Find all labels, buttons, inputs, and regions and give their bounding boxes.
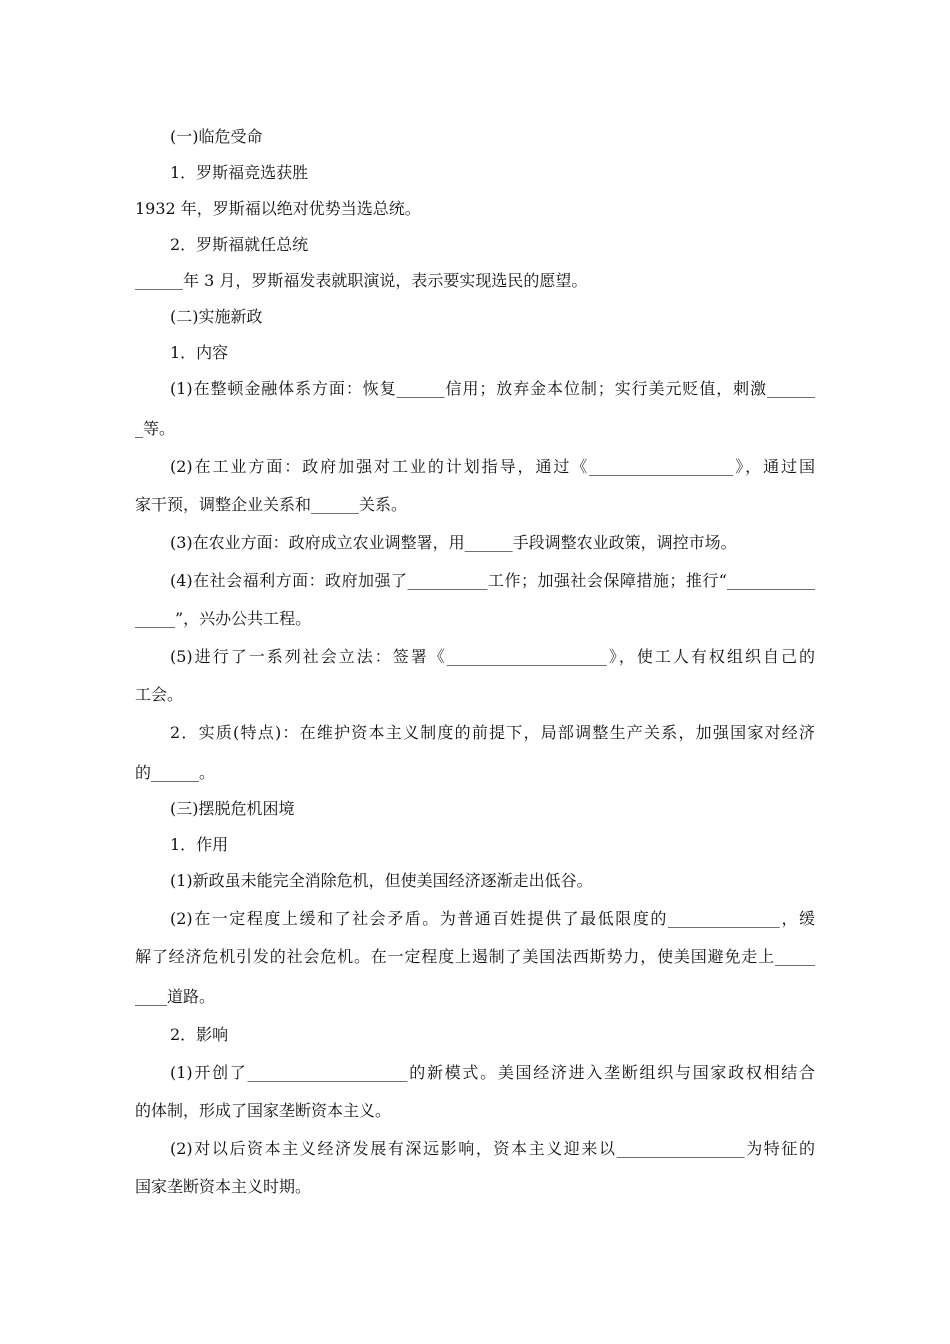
paragraph-text: (2)在一定程度上缓和了社会矛盾。为普通百姓提供了最低限度的______________，缓 — [170, 909, 815, 928]
paragraph-text: 的______。 — [135, 763, 216, 782]
paragraph-text: (4)在社会福利方面：政府加强了__________工作；加强社会保障措施；推行“___________ — [170, 571, 815, 590]
item-1-heading: 1．作用 — [170, 835, 229, 854]
section-heading-1: (一)临危受命 — [170, 127, 263, 146]
paragraph-text: 1932 年，罗斯福以绝对优势当选总统。 — [135, 199, 421, 218]
paragraph-text: (2)对以后资本主义经济发展有深远影响，资本主义迎来以________________为特征的 — [170, 1139, 815, 1158]
item-1-heading: 1．罗斯福竞选获胜 — [170, 163, 309, 182]
paragraph-text: 的体制，形成了国家垄断资本主义。 — [135, 1101, 392, 1120]
paragraph-text: (1)新政虽未能完全消除危机，但使美国经济逐渐走出低谷。 — [170, 871, 593, 890]
paragraph-text: ______年 3 月，罗斯福发表就职演说，表示要实现选民的愿望。 — [135, 271, 588, 290]
paragraph-text: _____”，兴办公共工程。 — [135, 609, 312, 628]
paragraph-text: 2．实质(特点)：在维护资本主义制度的前提下，局部调整生产关系，加强国家对经济 — [170, 723, 815, 742]
paragraph-text: (3)在农业方面：政府成立农业调整署，用______手段调整农业政策，调控市场。 — [170, 533, 737, 552]
item-2-heading: 2．影响 — [170, 1025, 229, 1044]
paragraph-text: (1)开创了____________________的新模式。美国经济进入垄断组织与国家政权相结合 — [170, 1063, 815, 1082]
section-heading-3: (三)摆脱危机困境 — [170, 799, 295, 818]
paragraph-text: (2)在工业方面：政府加强对工业的计划指导，通过《__________________》，通过国 — [170, 457, 815, 476]
paragraph-text: 解了经济危机引发的社会危机。在一定程度上遏制了美国法西斯势力，使美国避免走上_____ — [135, 947, 815, 966]
paragraph-text: 工会。 — [135, 685, 184, 704]
paragraph-text: 家干预，调整企业关系和______关系。 — [135, 495, 408, 514]
paragraph-text: _等。 — [135, 419, 176, 438]
paragraph-text: ____道路。 — [135, 987, 216, 1006]
paragraph-text: 国家垄断资本主义时期。 — [135, 1177, 312, 1196]
paragraph-text: (1)在整顿金融体系方面：恢复______信用；放弃金本位制；实行美元贬值，刺激______ — [170, 379, 815, 398]
section-heading-2: (二)实施新政 — [170, 307, 263, 326]
paragraph-text: (5)进行了一系列社会立法：签署《____________________》，使工人有权组织自己的 — [170, 647, 815, 666]
item-2-heading: 2．罗斯福就任总统 — [170, 235, 309, 254]
item-1-heading: 1．内容 — [170, 343, 229, 362]
